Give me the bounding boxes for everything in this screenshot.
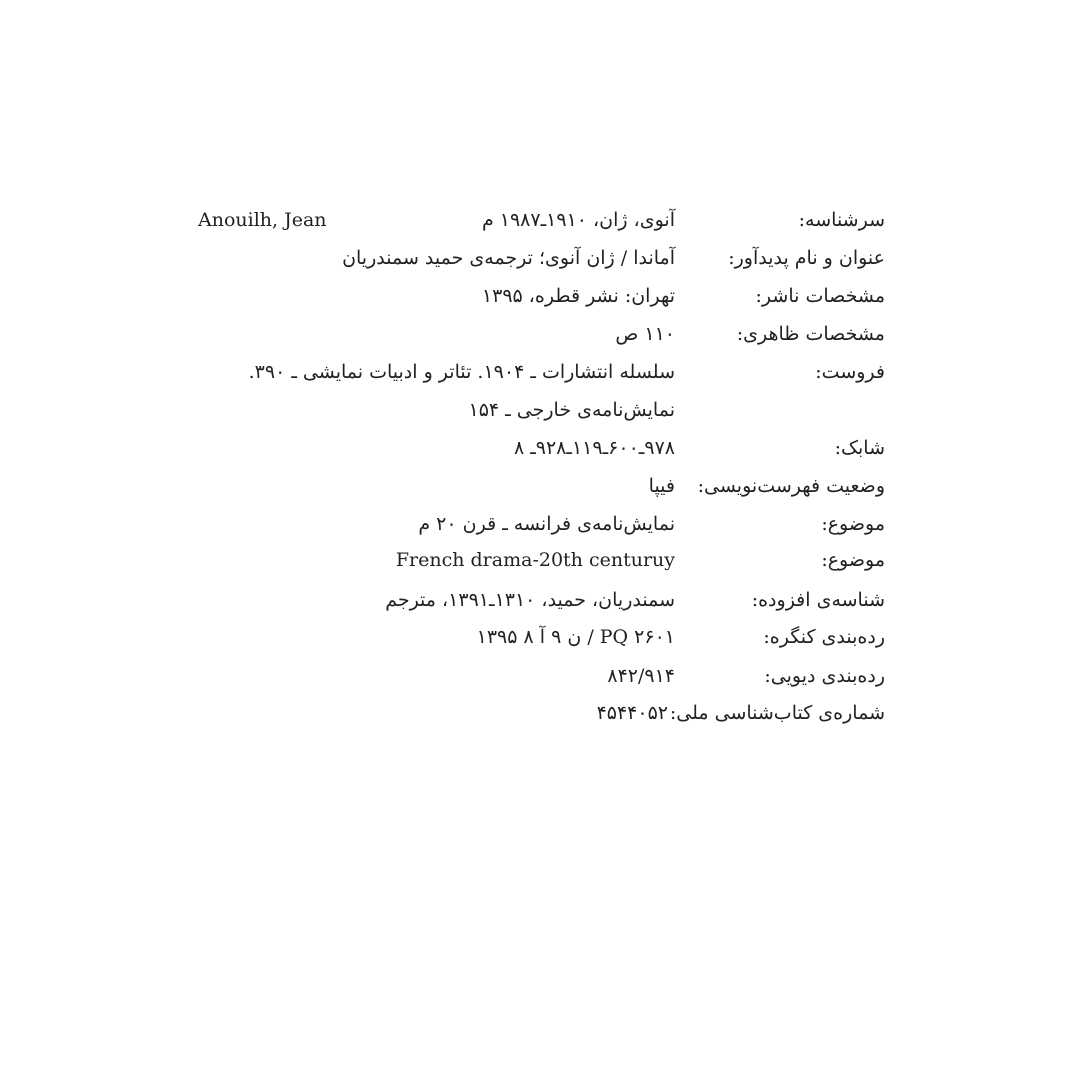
physical-description-label: مشخصات ظاهری: [736,323,885,345]
physical-description-value: ۱۱۰ ص [615,323,675,345]
main-entry-latin-name: Anouilh, Jean [198,209,327,231]
series-continued-value: نمایش‌نامه‌ی خارجی ـ ۱۵۴ [468,399,675,421]
publisher-value: تهران: نشر قطره، ۱۳۹۵ [481,285,675,307]
subject-label: موضوع: [821,549,885,571]
row-series [0,353,1080,391]
main-entry-value: آنوی، ژان، ۱۹۱۰ـ۱۹۸۷ م [481,209,675,231]
added-entry-label: شناسه‌ی افزوده: [751,589,885,611]
title-statement-value: آماندا / ژان آنوی؛ ترجمه‌ی حمید سمندریان [342,247,675,269]
row-physical-description [0,315,1080,353]
national-bibliography-label: شماره‌ی کتاب‌شناسی ملی: [669,702,885,724]
publisher-label: مشخصات ناشر: [755,285,885,307]
row-subject-2 [0,541,1080,579]
subject-english-value: French drama-20th centuruy [395,549,675,571]
subject-value: نمایش‌نامه‌ی فرانسه ـ قرن ۲۰ م [418,513,675,535]
added-entry-value: سمندریان، حمید، ۱۳۱۰ـ۱۳۹۱، مترجم [385,589,675,611]
row-added-entry [0,581,1080,619]
series-value: سلسله انتشارات ـ ۱۹۰۴. تئاتر و ادبیات نمایشی ـ ۳۹۰. [248,361,675,383]
national-bibliography-value: ۴۵۴۴۰۵۲ [596,702,668,724]
series-label: فروست: [815,361,885,383]
row-national-bibliography-number [0,694,1080,732]
row-title-statement [0,239,1080,277]
row-publisher [0,277,1080,315]
row-main-entry [0,201,1080,239]
row-lc-classification [0,618,1080,656]
dewey-classification-label: رده‌بندی دیویی: [764,665,885,687]
lc-classification-label: رده‌بندی کنگره: [763,626,885,648]
isbn-label: شابک: [834,437,885,459]
subject-label: موضوع: [821,513,885,535]
dewey-classification-value: ۸۴۲/۹۱۴ [607,665,675,687]
lc-classification-value: PQ ۲۶۰۱ / ن ۹ آ ۸ ۱۳۹۵ [476,626,675,648]
cataloging-status-label: وضعیت فهرست‌نویسی: [697,475,885,497]
main-entry-label: سرشناسه: [798,209,885,231]
row-isbn [0,429,1080,467]
cataloging-status-value: فیپا [648,475,675,497]
row-series-continued [0,391,1080,429]
row-cataloging-status [0,467,1080,505]
isbn-value: ۹۷۸ـ۶۰۰ـ۱۱۹ـ۹۲۸ـ ۸ [513,437,675,459]
row-dewey-classification [0,657,1080,695]
title-statement-label: عنوان و نام پدیدآور: [728,247,885,269]
row-subject-1 [0,505,1080,543]
